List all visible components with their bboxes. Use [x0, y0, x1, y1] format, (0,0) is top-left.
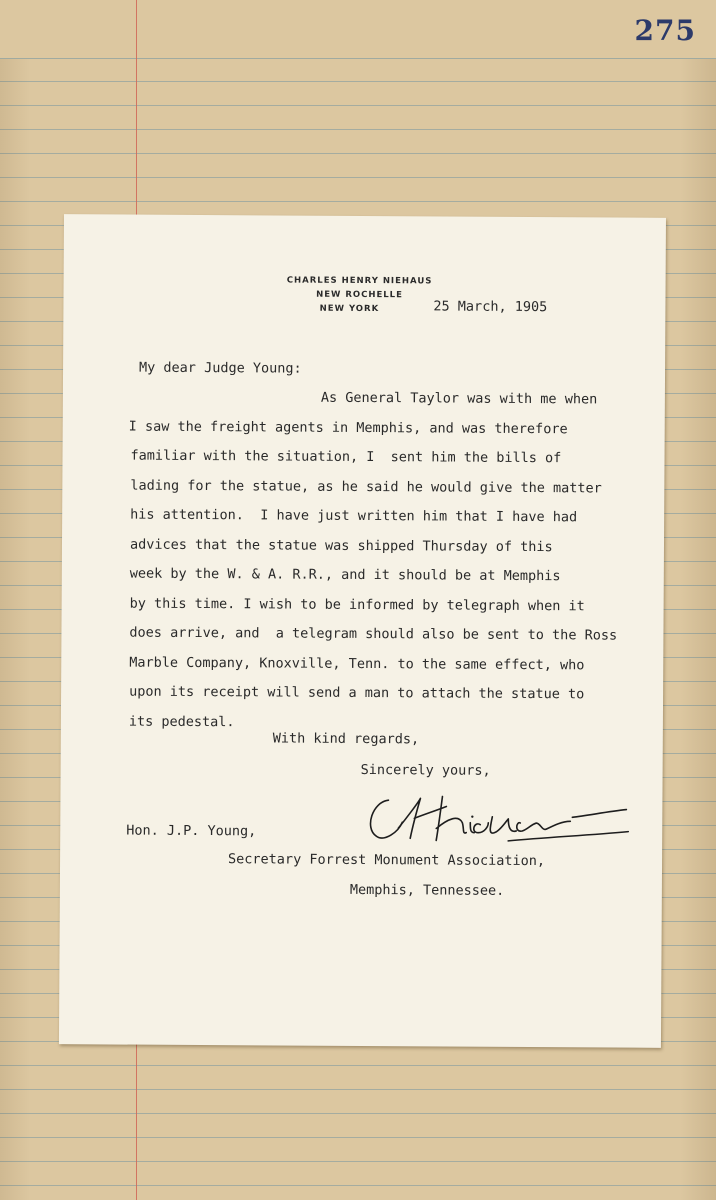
page-number: 275: [634, 14, 696, 47]
ledger-header-band: [0, 0, 716, 59]
letterhead: [63, 272, 665, 318]
body-line: its pedestal.: [128, 713, 235, 730]
handwritten-signature: [358, 788, 658, 850]
letterhead-town: NEW ROCHELLE: [316, 289, 403, 301]
letter-sheet: [59, 214, 666, 1048]
body-line: Marble Company, Knoxville, Tenn. to the same effect, who: [129, 654, 585, 673]
body-line: As General Taylor was with me when: [320, 389, 598, 408]
closing: With kind regards,: [272, 730, 420, 748]
body-line: I saw the freight agents in Memphis, and was therefore: [128, 418, 568, 437]
body-line: familiar with the situation, I sent him the bills of: [130, 447, 562, 467]
addressee-city: Memphis, Tennessee.: [349, 881, 505, 899]
letterhead-state: NEW YORK: [319, 303, 380, 315]
body-line: by this time. I wish to be informed by telegraph when it: [129, 595, 585, 614]
body-line: lading for the statue, as he said he would give the matter: [130, 477, 602, 496]
letter-date: 25 March, 1905: [433, 298, 548, 316]
salutation: My dear Judge Young:: [139, 359, 302, 377]
addressee-title: Secretary Forrest Monument Association,: [228, 851, 546, 870]
letterhead-name: CHARLES HENRY NIEHAUS: [286, 275, 433, 287]
addressee-name: Hon. J.P. Young,: [126, 822, 257, 840]
body-line: advices that the statue was shipped Thursday of this: [129, 536, 553, 555]
letter-body: [129, 383, 619, 740]
signoff: Sincerely yours,: [360, 761, 491, 779]
body-line: upon its receipt will send a man to attach the statue to: [129, 683, 585, 703]
body-line: week by the W. & A. R.R., and it should be at Memphis: [129, 565, 561, 585]
body-line: does arrive, and a telegram should also be sent to the Ross: [129, 624, 618, 644]
body-line: his attention. I have just written him that I have had: [130, 506, 578, 526]
